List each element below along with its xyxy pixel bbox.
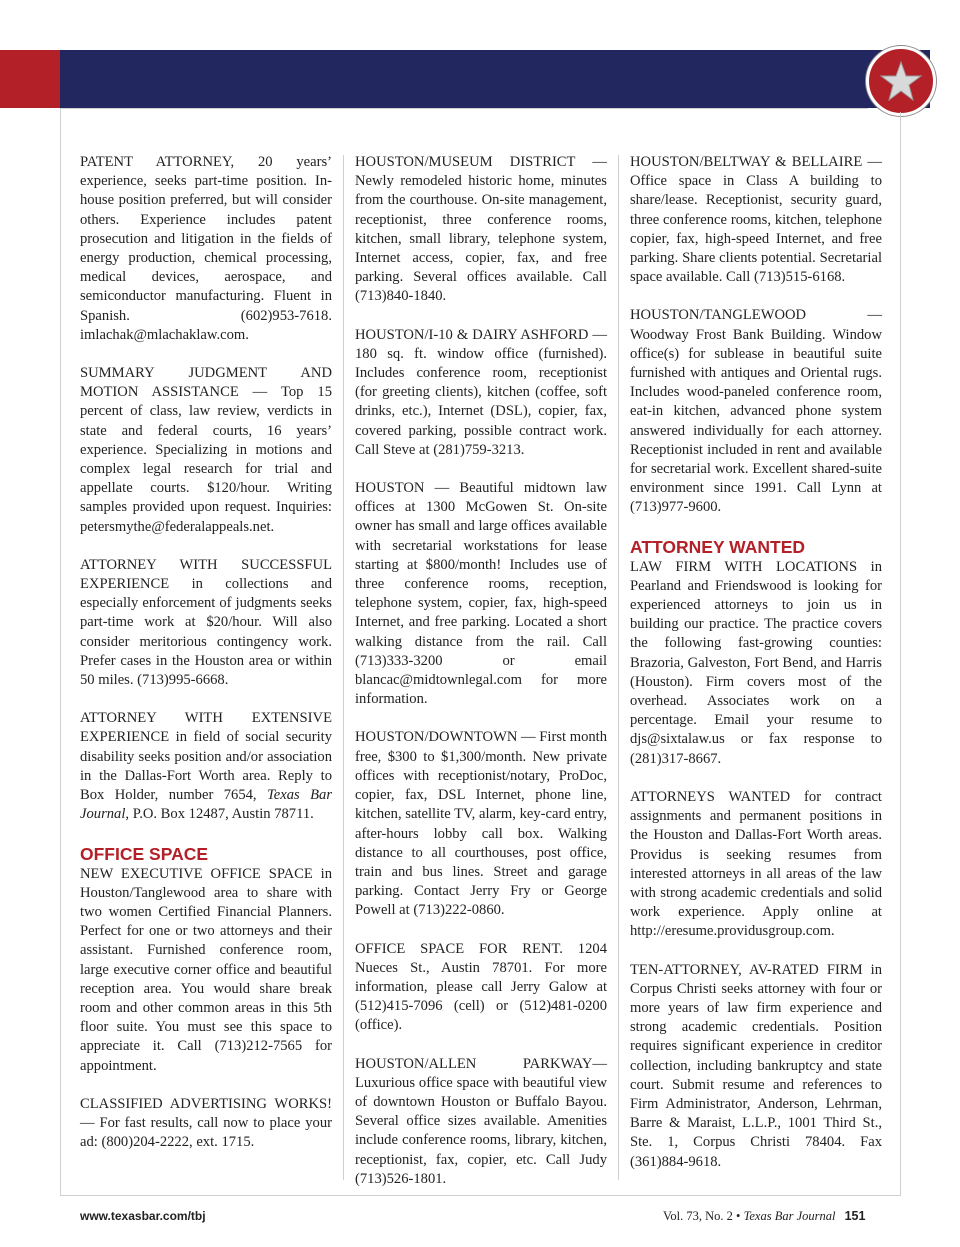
classified-ad: HOUSTON/TANGLEWOOD — Woodway Frost Bank Building. Window office(s) for sublease in beautiful suite furnished with antiques and Oriental rugs. Includes wood-paneled conference room, eat-in kitchen, advanced phone system answered individually for each attorney. Receptionist included in rent and available for secretarial work. Excellent shared-suite environment since 1991. Call Lynn at (713)977-9600. <box>630 307 882 516</box>
classified-ad: NEW EXECUTIVE OFFICE SPACE in Houston/Tanglewood area to share with two women Certified Financial Planners. Perfect for one or two attorneys and their assistant. Furnished conference room, large executive corner office and beautiful reception area. You would share break room and other common areas in this 5th floor suite. You must see this space to appreciate it. Call (713)212-7565 for appointment. <box>80 865 332 1074</box>
classified-ad: HOUSTON/ALLEN PARKWAY— Luxurious office space with beautiful view of downtown Houston or Buffalo Bayou. Several office sizes available. Amenities include conference rooms, library, kitchen, receptionist, fax, copier, etc. Call Judy (713)526-1801. <box>355 1055 607 1187</box>
classified-ad: HOUSTON/DOWNTOWN — First month free, $300 to $1,300/month. New private offices with receptionist/notary, ProDoc, copier, fax, DSL Internet, phone line, kitchen, satellite TV, alarm, key-card entry, after-hours lobby call box. Walking distance to all courthouses, post office, train and bus lines. Street and garage parking. Contact Jerry Fry or George Powell at (713)222-0860. <box>355 729 608 919</box>
classified-ad: PATENT ATTORNEY, 20 years’ experience, seeks part-time position. In-house position preferred, but will consider others. Experience includes patent prosecution and litigation in the fields of energy production, chemical processing, medical devices, aerospace, and semiconductor manufacturing. Fluent in Spanish. (602)953-7618. imlachak@mlachaklaw.com. <box>80 154 332 343</box>
column-divider <box>618 155 619 1180</box>
classified-ad: ATTORNEYS WANTED for contract assignments and permanent positions in the Houston and Dallas-Fort Worth areas. Providus is seeking resumes from interested attorneys in all areas of the law with strong academic credentials and solid work experience. Apply online at http://eresume.providusgroup.com. <box>630 788 882 940</box>
column-3 <box>630 153 882 1191</box>
frame-line <box>60 108 61 1195</box>
classified-ad: HOUSTON/I-10 & DAIRY ASHFORD — 180 sq. ft. window office (furnished). Includes conference room, receptionist (for greeting clients), kitchen (coffee, soft drinks, etc.), Internet (DSL), copier, fax, covered parking, possible contract work. Call Steve at (281)759-3213. <box>355 326 607 458</box>
star-icon-glyph <box>879 59 923 103</box>
journal-name: Texas Bar Journal <box>80 787 333 823</box>
page-number: 151 <box>844 1209 866 1223</box>
star-icon <box>866 46 936 116</box>
footer-journal: Texas Bar Journal <box>743 1209 836 1223</box>
header-navy-band <box>60 50 930 108</box>
section-heading-attorney-wanted: ATTORNEY WANTED <box>630 536 806 557</box>
classified-ad: HOUSTON — Beautiful midtown law offices at 1300 McGowen St. On-site owner has small and large offices available with secretarial workstations for lease starting at $800/month! Includes use of three conference rooms, reception, telephone system, copier, fax, high-speed Internet, and free parking. Located a short walking distance from the rail. Call (713)333-3200 or email blancac@midtownlegal.com for more information. <box>355 480 607 708</box>
section-heading-office-space: OFFICE SPACE <box>80 843 209 864</box>
classified-ad: HOUSTON/MUSEUM DISTRICT — Newly remodeled historic home, minutes from the courthouse. On-site management, receptionist, three conference rooms, kitchen, small library, telephone system, Internet access, copier, fax, and free parking. Several offices available. Call (713)840-1840. <box>355 154 607 305</box>
footer-url[interactable]: www.texasbar.com/tbj <box>80 1209 206 1223</box>
column-2 <box>355 153 607 1208</box>
classified-ad: TEN-ATTORNEY, AV-RATED FIRM in Corpus Christi seeks attorney with four or more years of law firm experience and strong academic credentials. Position requires significant experience in creditor collection, including bankruptcy and state court. Submit resume and references to Firm Administrator, Anderson, Lehrman, Barre & Maraist, L.L.P., 1001 Third St., Ste. 1, Corpus Christi 78404. Fax (361)884-9618. <box>630 961 882 1170</box>
classified-ad: CLASSIFIED ADVERTISING WORKS! — For fast results, call now to place your ad: (800)204-2222, ext. 1715. <box>80 1095 332 1151</box>
classified-ad: SUMMARY JUDGMENT AND MOTION ASSISTANCE — Top 15 percent of class, law review, verdicts in state and federal courts, 16 years’ experience. Specializing in motions and complex legal research for trial and appellate courts. $120/hour. Writing samples provided upon request. Inquiries: petersmythe@federalappeals.net. <box>80 365 332 535</box>
footer-volume: Vol. 73, No. 2 <box>663 1209 733 1223</box>
frame-line <box>900 112 901 1195</box>
header-red-band <box>0 50 60 108</box>
classified-ad: OFFICE SPACE FOR RENT. 1204 Nueces St., Austin 78701. For more information, please call Jerry Galow at (512)415-7096 (cell) or (512)481-0200 (office). <box>355 940 607 1034</box>
classified-ad: LAW FIRM WITH LOCATIONS in Pearland and Friendswood is looking for experienced attorneys to join us in building our practice. The practice covers the following fast-growing counties: Brazoria, Galveston, Fort Bend, and Harris (Houston). Firm covers most of the overhead. Associates work on a percentage. Email your resume to djs@sixtalaw.us or fax response to (281)317-8667. <box>630 558 882 767</box>
footer-bullet: • <box>736 1209 741 1223</box>
ad-text: ATTORNEY WITH EXTENSIVE EXPERIENCE in field of social security disability seeks position and/or association in the Dallas-Fort Worth area. Reply to Box Holder, number 7654, <box>80 710 332 804</box>
ad-text: , P.O. Box 12487, Austin 78711. <box>125 806 314 823</box>
classified-ad <box>80 709 332 824</box>
column-1 <box>80 153 332 1171</box>
column-divider <box>343 155 344 1180</box>
classified-ad: ATTORNEY WITH SUCCESSFUL EXPERIENCE in collections and especially enforcement of judgments seeks part-time work at $20/hour. Will also consider meritorious contingency work. Prefer cases in the Houston area or within 50 miles. (713)995-6668. <box>80 556 332 689</box>
footer-issue-info <box>663 1209 865 1224</box>
classified-ad: HOUSTON/BELTWAY & BELLAIRE — Office space in Class A building to share/lease. Receptionist, security guard, three conference rooms, kitchen, telephone copier, fax, high-speed Internet, and free parking. Share clients potential. Secretarial space available. Call (713)515-6168. <box>630 154 882 286</box>
frame-line <box>60 108 868 109</box>
